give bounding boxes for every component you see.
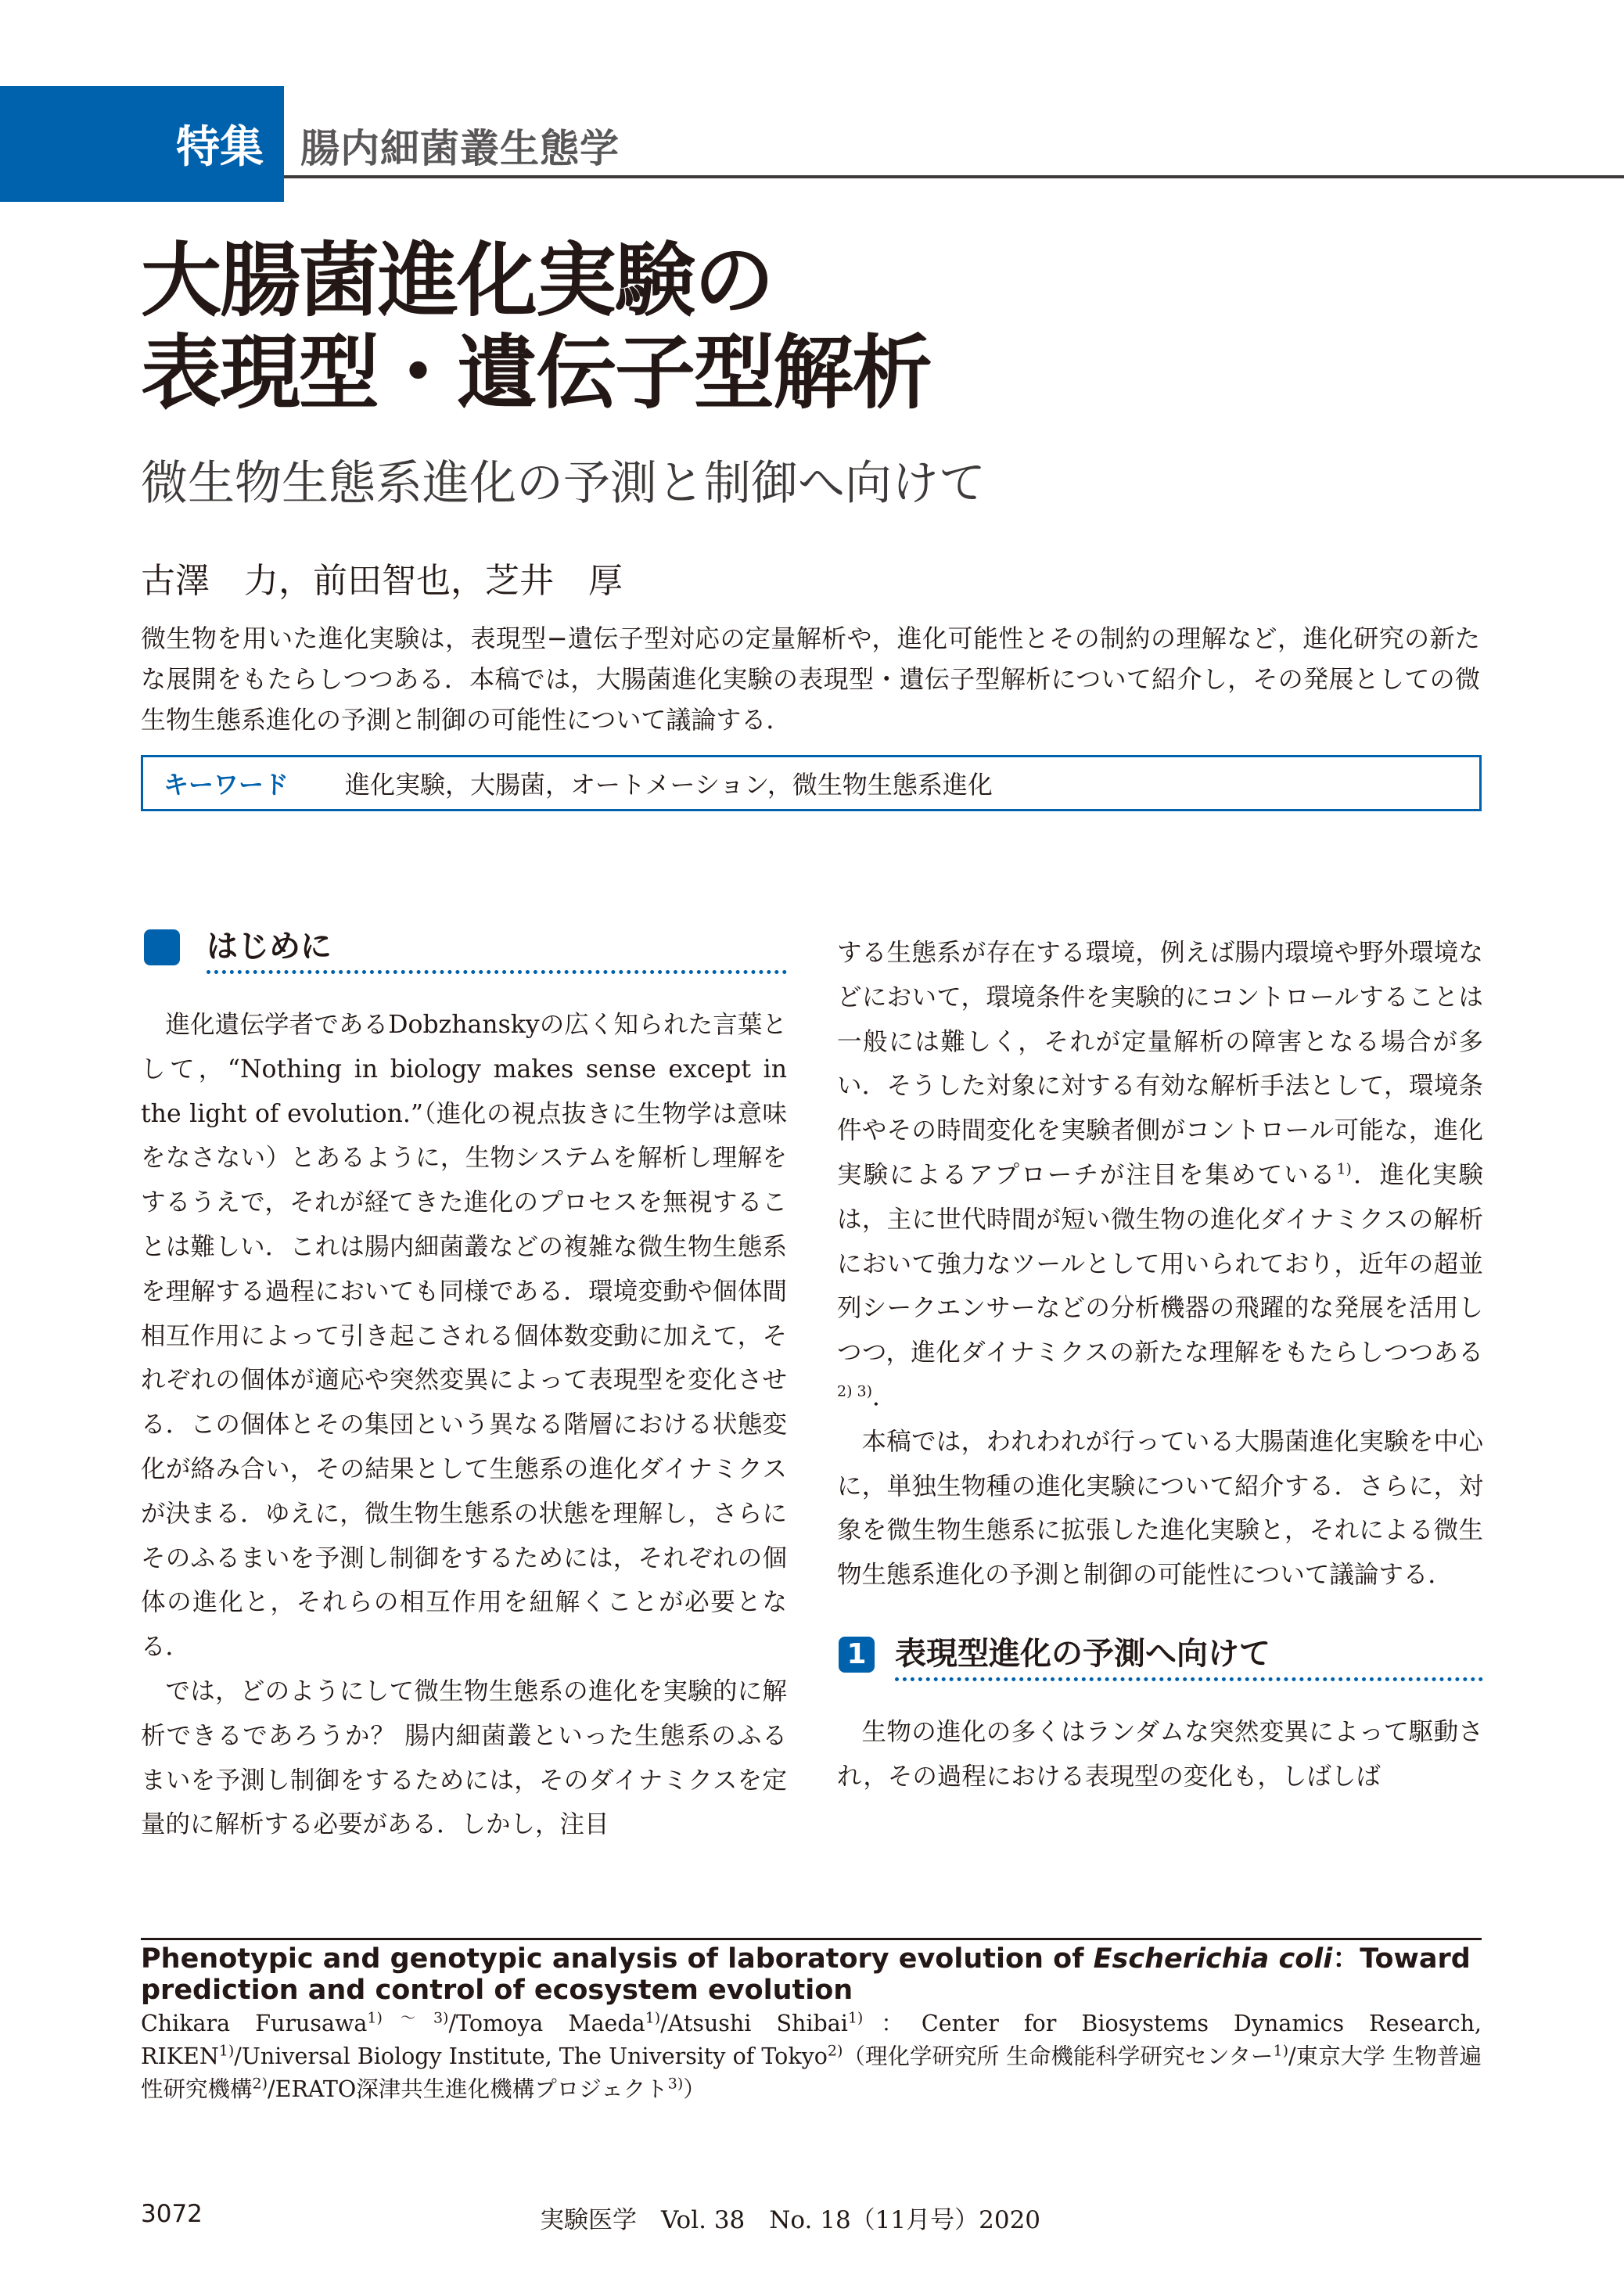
left-column (141, 923, 787, 1847)
english-title-text: Phenotypic and genotypic analysis of laboratory evolution of (141, 1943, 1094, 1975)
paragraph: 進化遺伝学者であるDobzhanskyの広く知られた言葉として，“Nothing in biology makes sense except in the light of evolution.”（進化の視点抜きに生物学は意味をなさない）とあるように，生物システムを解析し理解をするうえで，それが経てきた進化のプロセスを無視することは難しい．これは腸内細菌叢などの複雑な微生物生態系を理解する過程においても同様である．環境変動や個体間相互作用によって引き起こされる個体数変動に加えて，それぞれの個体が適応や突然変異によって表現型を変化させる．この個体とその集団という異なる階層における状態変化が絡み合い，その結果として生態系の進化ダイナミクスが決まる．ゆえに，微生物生態系の状態を理解し，さらにそのふるまいを予測し制御をするためには，それぞれの個体の進化と，それらの相互作用を紐解くことが必要となる． (141, 1011, 787, 1662)
affiliation-mark: 1)～3) (367, 2009, 449, 2027)
paragraph: では，どのようにして微生物生態系の進化を実験的に解析できるであろうか？ 腸内細菌叢といった生態系のふるまいを予測し制御をするためには，そのダイナミクスを定量的に解析する必要がある．しかし，注目 (141, 1677, 787, 1839)
affiliation-mark: 3) (667, 2075, 684, 2093)
affiliations (141, 2007, 1482, 2106)
affiliation-mark: 2) (827, 2042, 843, 2060)
affiliation-text: /Universal Biology Institute, The University of Tokyo (234, 2043, 828, 2069)
paragraph-text: ．進化実験は，主に世代時間が短い微生物の進化ダイナミクスの解析において強力なツールとして用いられており，近年の超並列シークエンサーなどの分析機器の飛躍的な発展を活用しつつ，進化ダイナミクスの新たな理解をもたらしつつある (837, 1160, 1483, 1368)
section-heading-intro (141, 923, 787, 970)
author-name: /Atsushi Shibai (660, 2011, 848, 2036)
affiliation-mark: 1) (645, 2009, 661, 2027)
paragraph: 生物の進化の多くはランダムな突然変異によって駆動され，その過程における表現型の変化も，しばしば (837, 1717, 1483, 1791)
affiliation-text: /東京大学 生物普遍性研究機構 (141, 2043, 1482, 2102)
affiliation-mark: 1) (847, 2009, 864, 2027)
title-line-1: 大腸菌進化実験の (141, 234, 773, 328)
abstract: 微生物を用いた進化実験は，表現型−遺伝子型対応の定量解析や，進化可能性とその制約の理解など，進化研究の新たな展開をもたらしつつある．本稿では，大腸菌進化実験の表現型・遺伝子型解析について紹介し，その発展としての微生物生態系進化の予測と制御の可能性について議論する． (141, 624, 1480, 735)
english-title-text: ：Toward prediction and control of ecosystem evolution (141, 1943, 1471, 2006)
species-name: Escherichia coli (1093, 1943, 1333, 1975)
paragraph-text: ． (872, 1382, 897, 1411)
title-line-2: 表現型・遺伝子型解析 (141, 326, 931, 420)
keyword-list: 進化実験，大腸菌，オートメーション，微生物生態系進化 (345, 770, 993, 800)
affiliation-mark: 1) (1273, 2042, 1289, 2060)
citation: 1) (1336, 1160, 1352, 1178)
journal-citation: 実験医学 Vol. 38 No. 18（11月号）2020 (540, 2206, 1041, 2234)
feature-tab-label: 特集 (176, 122, 264, 173)
footer-rule (141, 1938, 1482, 1940)
affiliation-text: ：Center for Biosystems Dynamics Research, RIKEN (141, 2011, 1482, 2069)
page-number: 3072 (141, 2200, 203, 2228)
affiliation-text: ） (683, 2076, 706, 2102)
english-title (141, 1943, 1482, 2006)
article-title (141, 235, 931, 419)
citation: 2) 3) (837, 1382, 873, 1400)
affiliation-text: /ERATO深津共生進化機構プロジェクト (268, 2076, 668, 2102)
author-name: /Tomoya Maeda (448, 2011, 645, 2036)
affiliation-mark: 2) (252, 2075, 268, 2093)
section-dotted-rule (895, 1677, 1483, 1681)
affiliation-mark: 1) (218, 2042, 235, 2060)
section-marker-icon (144, 929, 180, 965)
author-name: Chikara Furusawa (141, 2011, 368, 2036)
paragraph-text: する生態系が存在する環境，例えば腸内環境や野外環境などにおいて，環境条件を実験的にコントロールすることは一般には難しく，それが定量解析の障害となる場合が多い．そうした対象に対する有効な解析手法として，環境条件やその時間変化を実験者側がコントロール可能な，進化実験によるアプローチが注目を集めている (837, 939, 1483, 1189)
right-column (837, 931, 1483, 1799)
feature-tab (0, 86, 284, 202)
header-rule (284, 175, 1624, 178)
affiliation-text: （理化学研究所 生命機能科学研究センター (843, 2043, 1274, 2069)
authors: 古澤 力，前田智也，芝井 厚 (141, 561, 623, 601)
paragraph: 本稿では，われわれが行っている大腸菌進化実験を中心に，単独生物種の進化実験について紹介する．さらに，対象を微生物生態系に拡張した進化実験と，それによる微生物生態系進化の予測と制御の可能性について議論する． (837, 1427, 1483, 1590)
section-heading-label: はじめに (207, 929, 332, 965)
keyword-label: キーワード (163, 770, 289, 800)
section-dotted-rule (207, 970, 787, 974)
article-subtitle: 微生物生態系進化の予測と制御へ向けて (141, 456, 986, 511)
section-number-badge: 1 (839, 1637, 875, 1673)
keyword-box (141, 755, 1482, 811)
series-title: 腸内細菌叢生態学 (300, 126, 620, 171)
section-heading-1 (837, 1630, 1483, 1677)
paragraph (837, 931, 1483, 1420)
section-heading-label: 表現型進化の予測へ向けて (895, 1635, 1270, 1672)
